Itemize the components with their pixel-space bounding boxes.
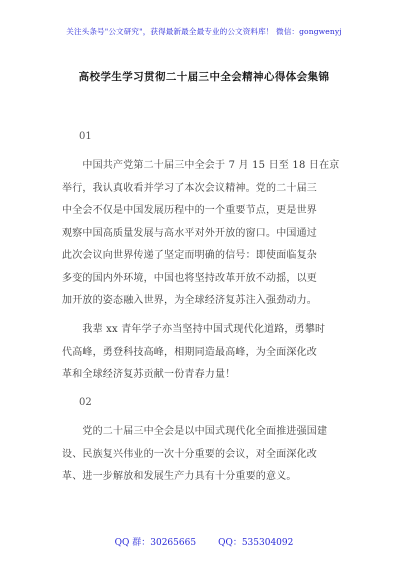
paragraph-line: 革和全球经济复苏贡献一份青春力量！	[62, 369, 236, 380]
paragraph	[62, 319, 352, 387]
paragraph-line: 党的二十届三中全会是以中国式现代化全面推进强国建	[62, 426, 328, 437]
header-banner: 关注头条号"公文研究"，获得最新最全最专业的公文资料库！ 微信：gongwenyj	[66, 27, 342, 36]
paragraph	[62, 155, 352, 313]
paragraph-line: 代高峰，勇登科技高峰，相期同造最高峰，为全面深化改	[62, 346, 317, 358]
footer-contact	[0, 535, 408, 548]
paragraph-line: 中全会不仅是中国发展历程中的一个重要节点，更是世界	[62, 205, 317, 216]
paragraph-line: 我辈 xx 青年学子亦当坚持中国式现代化道路，勇攀时	[62, 324, 326, 335]
section-number: 01	[79, 131, 92, 142]
footer-qq: QQ：535304092	[218, 538, 294, 548]
paragraph-line: 加开放的姿态融入世界，为全球经济复苏注入强劲动力。	[62, 295, 317, 306]
section-number: 02	[79, 397, 92, 408]
paragraph	[62, 421, 352, 489]
document-title: 高校学生学习贯彻二十届三中全会精神心得体会集锦	[78, 71, 330, 83]
paragraph-line: 设、民族复兴伟业的一次十分重要的会议，对全面深化改	[62, 448, 317, 460]
footer-qq-group: QQ 群：30265665	[114, 538, 197, 548]
paragraph-line: 革、进一步解放和发展生产力具有十分重要的意义。	[62, 471, 297, 482]
paragraph-line: 举行，我认真收看并学习了本次会议精神。党的二十届三	[62, 182, 317, 194]
paragraph-line: 观察中国高质量发展与高水平对外开放的窗口。中国通过	[62, 227, 317, 239]
paragraph-line: 此次会议向世界传递了坚定而明确的信号：即使面临复杂	[62, 250, 317, 261]
paragraph-line: 中国共产党第二十届三中全会于 7 月 15 日至 18 日在京	[62, 160, 340, 171]
paragraph-line: 多变的国内外环境，中国也将坚持改革开放不动摇，以更	[62, 272, 317, 284]
